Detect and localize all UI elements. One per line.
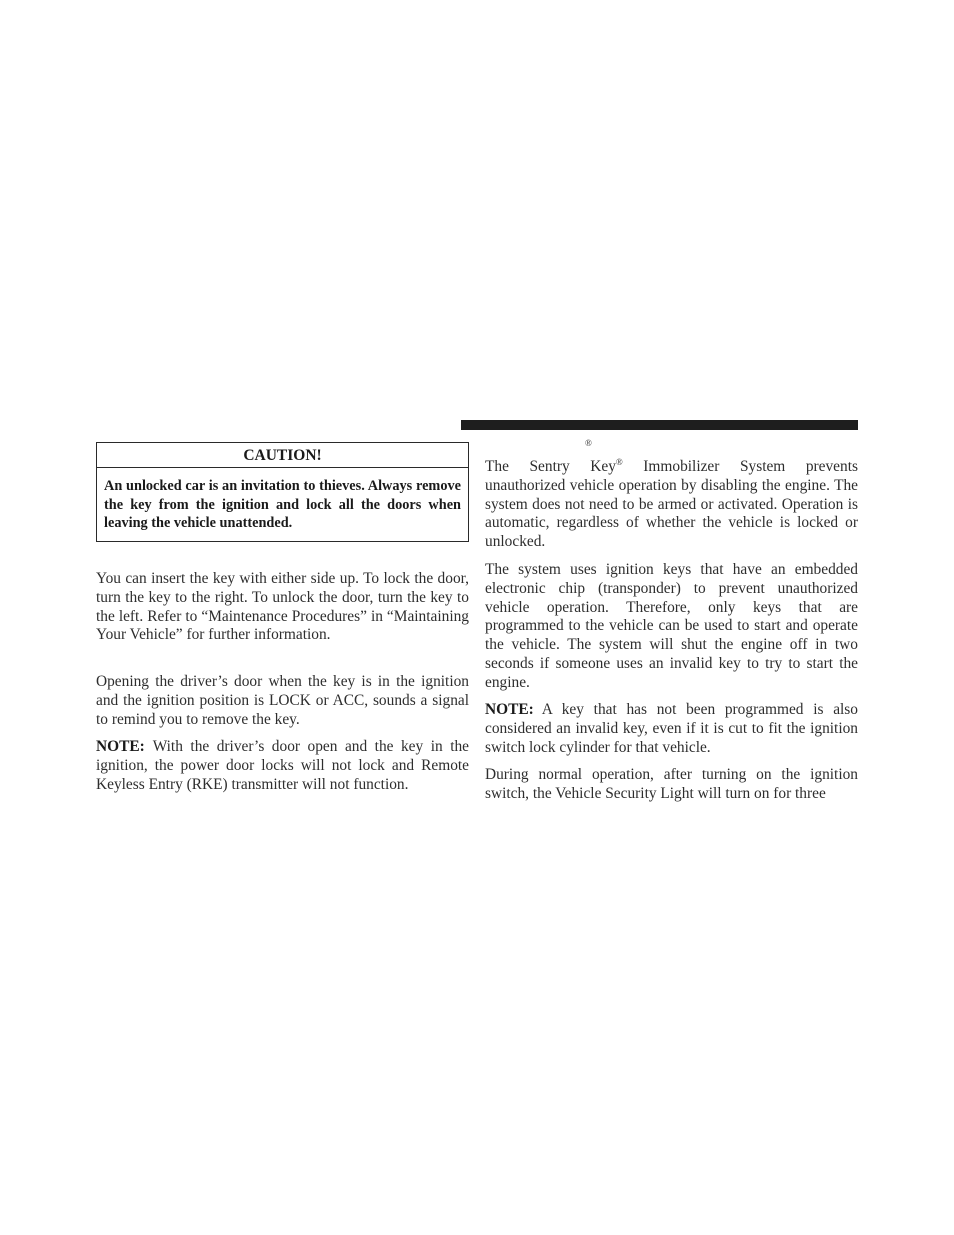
section-header-bar [461,420,858,430]
sentry-key-text: The Sentry Key [485,458,616,475]
note-label: NOTE: [485,701,534,718]
registered-mark: ® [615,456,623,467]
key-insert-paragraph: You can insert the key with either side up. To lock the door, turn the key to the right. To unlock the door, turn the key to the left. Refer to “Maintenance Procedures” in “Maintaining Your Vehicle” for further information. [96,570,469,644]
note-text: With the driver’s door open and the key in the ignition, the power door locks will not lock and Remote Keyless Entry (RKE) transmitter will not function. [96,738,469,793]
normal-operation-paragraph: During normal operation, after turning on the ignition switch, the Vehicle Security Light will turn on for three [485,766,858,802]
sentry-key-intro-paragraph [485,458,858,552]
left-note [96,738,469,794]
transponder-paragraph: The system uses ignition keys that have an embedded electronic chip (transponder) to prevent unauthorized vehicle operation. Therefore, only keys that are programmed to the vehicle can be used to start and operate the vehicle. The system will shut the engine off in two seconds if someone uses an invalid key to try to start the engine. [485,561,858,691]
note-text: A key that has not been programmed is also considered an invalid key, even if it is cut to fit the ignition switch lock cylinder for that vehicle. [485,701,858,756]
sentry-key-text-cont: Immobilizer System prevents unauthorized vehicle operation by disabling the engine. The system does not need to be armed or activated. Operation is automatic, regardless of whether the vehicle is locked or unlocked. [485,458,858,551]
section-heading-registered-mark: ® [585,438,592,448]
caution-box [96,442,469,542]
key-reminder-paragraph: Opening the driver’s door when the key is in the ignition and the ignition position is LOCK or ACC, sounds a signal to remind you to remove the key. [96,673,469,728]
right-note [485,701,858,757]
caution-title: CAUTION! [97,443,468,468]
caution-text: An unlocked car is an invitation to thieves. Always remove the key from the ignition and lock all the doors when leaving the vehicle unattended. [104,478,461,532]
note-label: NOTE: [96,738,145,755]
